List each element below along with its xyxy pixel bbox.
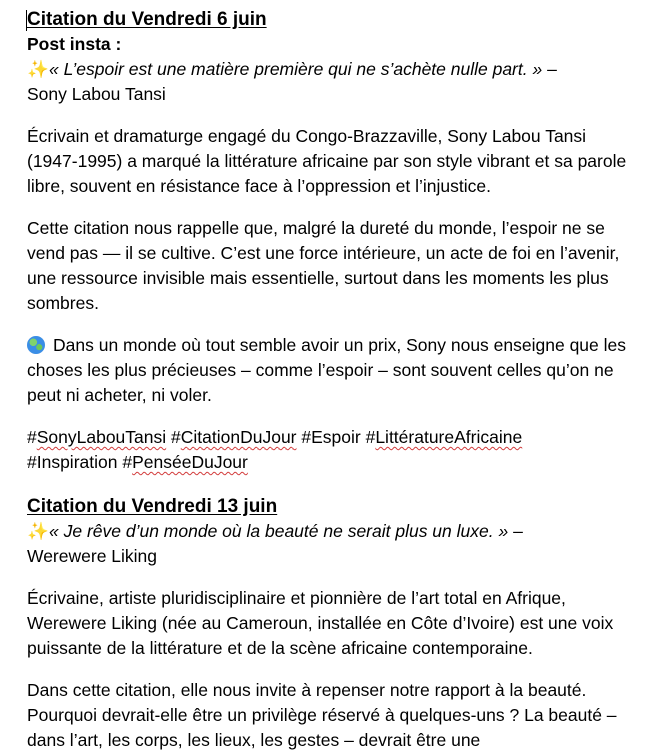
paragraph-meaning: Cette citation nous rappelle que, malgré la dureté du monde, l’espoir ne se vend pas — il se cultive. C’est une force intérieure, un acte de foi en l’avenir, une ressource invisible mais essentielle, surtout dans les moments les plus sombres. bbox=[27, 218, 620, 313]
hashtags bbox=[27, 425, 632, 475]
quote-author: Sony Labou Tansi bbox=[27, 84, 166, 104]
section-heading-13-juin bbox=[27, 495, 632, 519]
paragraph-lesson-text: Dans un monde où tout semble avoir un prix, Sony nous enseigne que les choses les plus précieuses – comme l’espoir – sont souvent celles qu’on ne peut ni acheter, ni voler. bbox=[27, 335, 626, 405]
quote-line bbox=[27, 57, 632, 82]
quote-author: Werewere Liking bbox=[27, 546, 158, 566]
paragraph-bio: Écrivain et dramaturge engagé du Congo-Brazzaville, Sony Labou Tansi (1947-1995) a marqué la littérature africaine par son style vibrant et sa parole libre, souvent en résistance face à l’oppression et l’injustice. bbox=[27, 126, 627, 196]
section-heading-6-juin bbox=[27, 8, 632, 32]
sparkles-icon: ✨ bbox=[27, 59, 49, 79]
hashtag: #Inspiration bbox=[27, 452, 118, 472]
sparkles-icon: ✨ bbox=[27, 521, 49, 541]
hashtag: #SonyLabouTansi bbox=[27, 427, 167, 447]
heading-text: Citation du Vendredi 13 juin bbox=[27, 496, 278, 517]
hashtag: #LittératureAfricaine bbox=[365, 427, 523, 447]
heading-text: Citation du Vendredi 6 juin bbox=[27, 9, 267, 30]
post-label: Post insta : bbox=[27, 34, 122, 54]
quote-separator: – bbox=[508, 521, 523, 541]
paragraph-meaning: Dans cette citation, elle nous invite à repenser notre rapport à la beauté. Pourquoi devrait-elle être un privilège réservé à quelques-uns ? La beauté – dans l’art, les corps, les lieux, les gestes – devrait être une bbox=[27, 680, 617, 750]
paragraph-lesson bbox=[27, 333, 632, 408]
text-cursor bbox=[26, 10, 27, 31]
globe-icon bbox=[27, 336, 45, 354]
hashtag: #Espoir bbox=[301, 427, 361, 447]
quote-line bbox=[27, 519, 632, 544]
hashtag: #PenséeDuJour bbox=[122, 452, 248, 472]
quote-text: « Je rêve d’un monde où la beauté ne serait plus un luxe. » bbox=[49, 521, 509, 541]
document-body bbox=[27, 8, 632, 753]
quote-text: « L’espoir est une matière première qui ne s’achète nulle part. » bbox=[49, 59, 543, 79]
quote-separator: – bbox=[542, 59, 557, 79]
hashtag: #CitationDuJour bbox=[171, 427, 297, 447]
paragraph-bio: Écrivaine, artiste pluridisciplinaire et pionnière de l’art total en Afrique, Werewere Liking (née au Cameroun, installée en Côte d’Ivoire) est une voix puissante de la littérature et de la scène africaine contemporaine. bbox=[27, 588, 614, 658]
